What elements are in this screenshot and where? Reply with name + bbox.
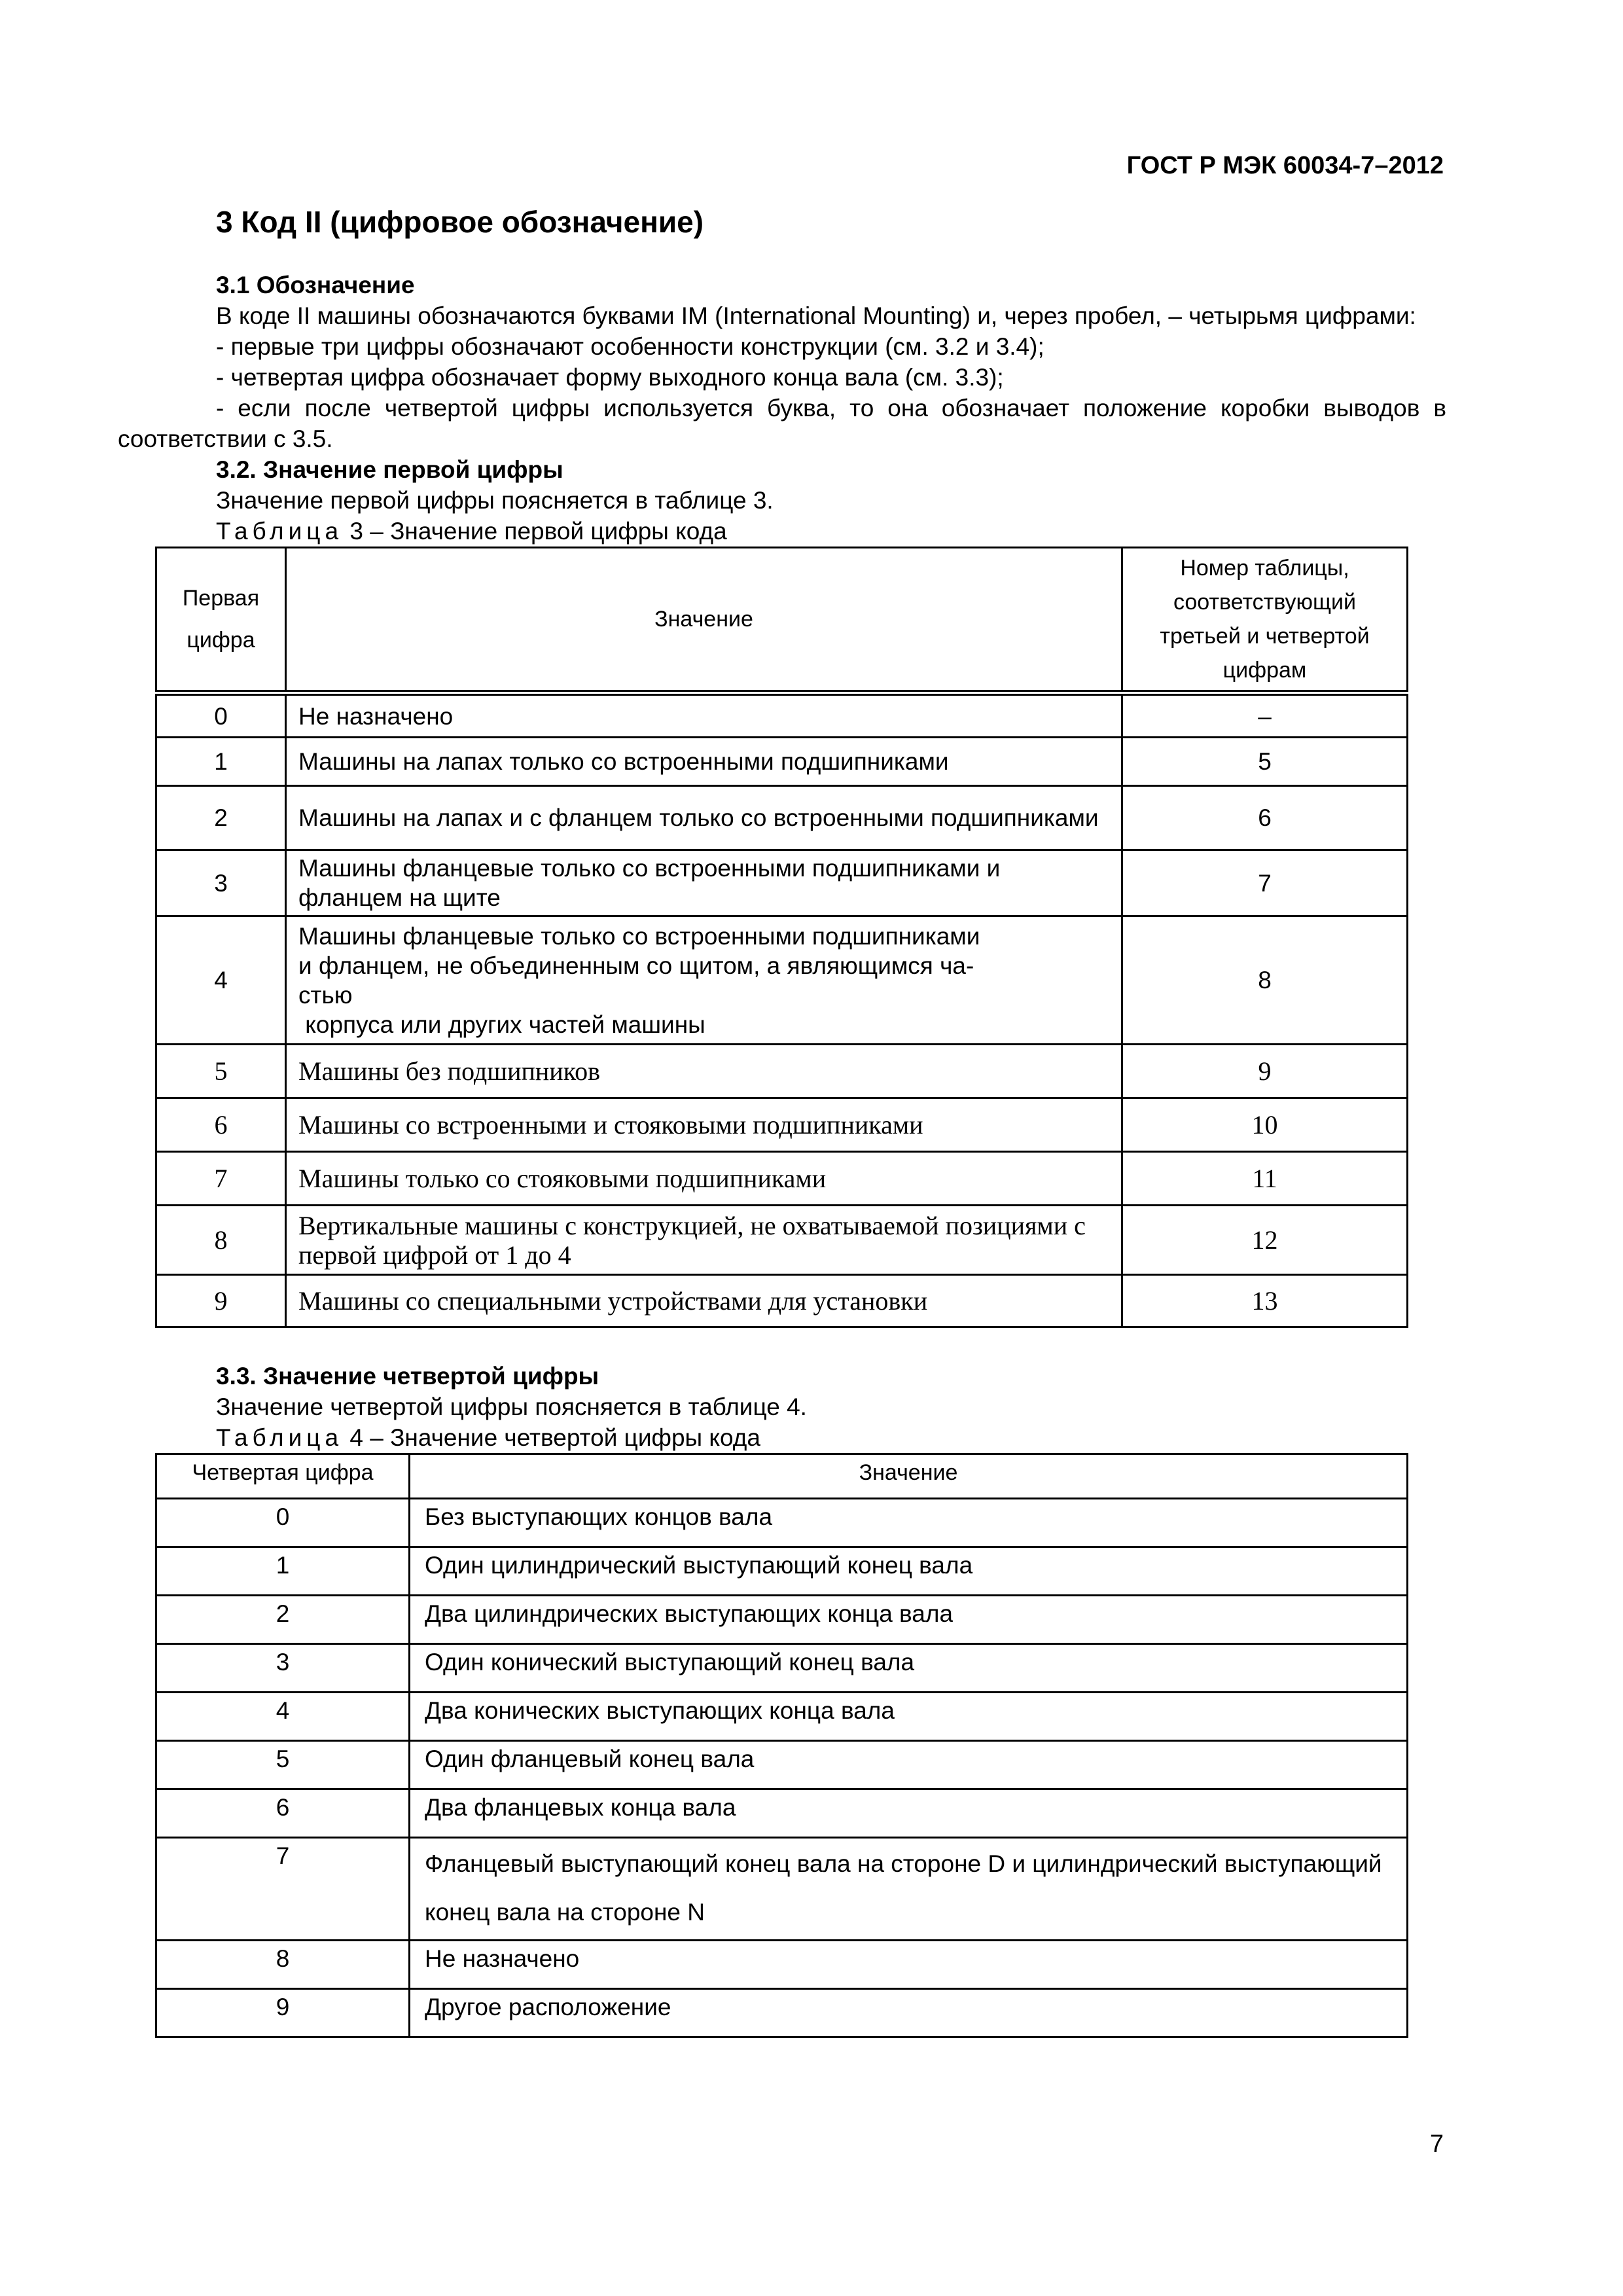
cell-meaning: Два цилиндрических выступающих конца вала <box>410 1596 1408 1644</box>
section-title: 3 Код II (цифровое обозначение) <box>216 205 704 239</box>
cell-meaning: Один фланцевый конец вала <box>410 1741 1408 1789</box>
table-row <box>156 1741 1408 1789</box>
cell-digit: 5 <box>156 1045 286 1098</box>
table-4-header-meaning: Значение <box>410 1454 1408 1499</box>
cell-digit: 2 <box>156 786 286 850</box>
page-number: 7 <box>1429 2130 1444 2158</box>
table-row <box>156 1838 1408 1941</box>
cell-meaning: Машины только со стояковыми подшипниками <box>286 1152 1122 1206</box>
cell-digit: 1 <box>156 738 286 786</box>
cell-meaning: Машины на лапах только со встроенными подшипниками <box>286 738 1122 786</box>
cell-meaning: Машины со встроенными и стояковыми подшипниками <box>286 1098 1122 1152</box>
table-row <box>156 1152 1408 1206</box>
table-row <box>156 1098 1408 1152</box>
table-row <box>156 1596 1408 1644</box>
cell-line: стью <box>298 981 353 1009</box>
table-row <box>156 1275 1408 1327</box>
cell-digit: 7 <box>156 1152 286 1206</box>
document-code-header: ГОСТ Р МЭК 60034-7–2012 <box>1126 152 1444 179</box>
cell-meaning: Машины без подшипников <box>286 1045 1122 1098</box>
table-3-header-table-number: Номер таблицы, соответствующий третьей и четвертой цифрам <box>1122 548 1408 693</box>
cell-meaning: Без выступающих концов вала <box>410 1499 1408 1547</box>
cell-meaning: Машины фланцевые только со встроенными подшипниками и фланцем на щите <box>286 850 1122 916</box>
cell-table-number: – <box>1122 693 1408 738</box>
table-row <box>156 850 1408 916</box>
cell-digit: 4 <box>156 916 286 1045</box>
table-row <box>156 1693 1408 1741</box>
cell-digit: 0 <box>156 693 286 738</box>
cell-digit: 6 <box>156 1789 410 1838</box>
cell-meaning: Один цилиндрический выступающий конец вала <box>410 1547 1408 1596</box>
table-4 <box>155 1453 1408 2038</box>
table-row <box>156 1045 1408 1098</box>
cell-digit: 9 <box>156 1989 410 2037</box>
subsection-3-1-heading: 3.1 Обозначение <box>216 272 415 298</box>
list-item: - первые три цифры обозначают особенности конструкции (см. 3.2 и 3.4); <box>216 333 1044 360</box>
table-row <box>156 738 1408 786</box>
cell-meaning: Один конический выступающий конец вала <box>410 1644 1408 1693</box>
table-row <box>156 786 1408 850</box>
cell-table-number: 8 <box>1122 916 1408 1045</box>
cell-table-number: 13 <box>1122 1275 1408 1327</box>
subsection-3-3-heading: 3.3. Значение четвертой цифры <box>216 1363 599 1390</box>
table-3-header-meaning: Значение <box>286 548 1122 693</box>
cell-table-number: 10 <box>1122 1098 1408 1152</box>
table-row <box>156 916 1408 1045</box>
cell-table-number: 12 <box>1122 1206 1408 1275</box>
table-row <box>156 693 1408 738</box>
cell-digit: 4 <box>156 1693 410 1741</box>
list-item: - четвертая цифра обозначает форму выходного конца вала (см. 3.3); <box>216 364 1004 391</box>
document-body <box>118 270 1446 2038</box>
table-3-caption <box>118 516 1446 547</box>
cell-digit: 3 <box>156 1644 410 1693</box>
cell-table-number: 7 <box>1122 850 1408 916</box>
table-4-caption <box>118 1422 1446 1453</box>
cell-meaning: Не назначено <box>286 693 1122 738</box>
cell-meaning: Вертикальные машины с конструкцией, не охватываемой позициями с первой цифрой от 1 до 4 <box>286 1206 1122 1275</box>
cell-digit: 1 <box>156 1547 410 1596</box>
cell-digit: 9 <box>156 1275 286 1327</box>
subsection-3-3-text: Значение четвертой цифры поясняется в таблице 4. <box>216 1393 807 1420</box>
cell-digit: 6 <box>156 1098 286 1152</box>
caption-label: Таблица <box>216 1424 344 1451</box>
cell-digit: 3 <box>156 850 286 916</box>
cell-meaning: Машины со специальными устройствами для установки <box>286 1275 1122 1327</box>
subsection-3-1-intro: В коде II машины обозначаются буквами IM (International Mounting) и, через пробел, – четырьмя цифрами: <box>216 302 1416 329</box>
cell-meaning: Фланцевый выступающий конец вала на стороне D и цилиндрический выступающий конец вала на стороне N <box>410 1838 1408 1941</box>
cell-digit: 0 <box>156 1499 410 1547</box>
subsection-3-2-text: Значение первой цифры поясняется в таблице 3. <box>216 487 774 514</box>
cell-digit: 2 <box>156 1596 410 1644</box>
table-row <box>156 1789 1408 1838</box>
table-row <box>156 1547 1408 1596</box>
cell-digit: 8 <box>156 1941 410 1989</box>
subsection-3-2-heading: 3.2. Значение первой цифры <box>216 456 563 483</box>
table-4-header-digit: Четвертая цифра <box>156 1454 410 1499</box>
table-3-header-digit: Первая цифра <box>156 548 286 693</box>
cell-digit: 8 <box>156 1206 286 1275</box>
cell-line: корпуса или других частей машины <box>298 1011 705 1038</box>
cell-meaning: Два фланцевых конца вала <box>410 1789 1408 1838</box>
table-row <box>156 1499 1408 1547</box>
cell-line: Машины фланцевые только со встроенными подшипниками <box>298 922 980 950</box>
cell-digit: 5 <box>156 1741 410 1789</box>
caption-label: Таблица <box>216 518 344 545</box>
cell-meaning: Не назначено <box>410 1941 1408 1989</box>
cell-meaning: Другое расположение <box>410 1989 1408 2037</box>
cell-table-number: 9 <box>1122 1045 1408 1098</box>
cell-line: и фланцем, не объединенным со щитом, а являющимся ча- <box>298 952 974 979</box>
caption-text: 4 – Значение четвертой цифры кода <box>343 1424 760 1451</box>
cell-table-number: 5 <box>1122 738 1408 786</box>
table-3 <box>155 547 1408 1328</box>
cell-meaning <box>286 916 1122 1045</box>
table-row <box>156 1941 1408 1989</box>
cell-table-number: 6 <box>1122 786 1408 850</box>
list-item: - если после четвертой цифры используется буква, то она обозначает положение коробки выводов в соответствии с 3.5. <box>118 395 1446 452</box>
cell-meaning: Два конических выступающих конца вала <box>410 1693 1408 1741</box>
cell-table-number: 11 <box>1122 1152 1408 1206</box>
table-row <box>156 1989 1408 2037</box>
caption-text: 3 – Значение первой цифры кода <box>343 518 727 545</box>
table-row <box>156 1644 1408 1693</box>
table-row <box>156 1206 1408 1275</box>
cell-digit: 7 <box>156 1838 410 1941</box>
cell-meaning: Машины на лапах и с фланцем только со встроенными подшипниками <box>286 786 1122 850</box>
